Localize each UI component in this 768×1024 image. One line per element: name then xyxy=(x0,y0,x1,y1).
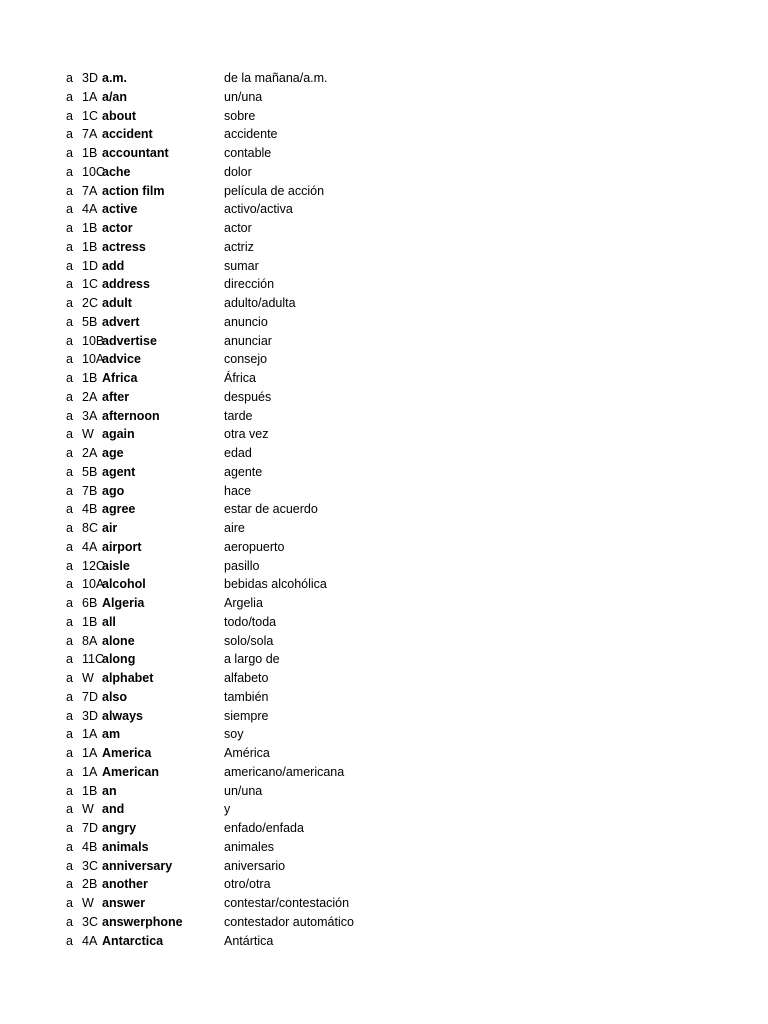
initial-letter: a xyxy=(66,296,73,310)
vocab-row xyxy=(0,932,768,951)
unit-code: 2C xyxy=(82,296,98,310)
english-word: accident xyxy=(102,127,153,142)
english-word: also xyxy=(102,689,128,704)
unit-code: 1B xyxy=(82,221,98,235)
vocab-row xyxy=(0,894,768,913)
spanish-translation: película de acción xyxy=(224,183,325,198)
spanish-translation: solo/sola xyxy=(224,633,274,648)
english-word: about xyxy=(102,108,137,123)
vocab-row xyxy=(0,519,768,538)
spanish-translation: accidente xyxy=(224,127,278,142)
initial-letter: a xyxy=(66,614,73,629)
unit-code: 5B xyxy=(82,464,98,479)
spanish-translation: dolor xyxy=(224,164,252,179)
unit-code: 4A xyxy=(82,202,98,217)
english-word: answer xyxy=(102,896,146,910)
initial-letter: a xyxy=(66,746,73,760)
initial-letter: a xyxy=(66,352,73,367)
vocab-row xyxy=(0,594,768,613)
unit-code: 7D xyxy=(82,821,98,835)
initial-letter: a xyxy=(66,821,73,835)
unit-code: 3C xyxy=(82,858,98,873)
vocab-row xyxy=(0,500,768,519)
vocab-row xyxy=(0,163,768,182)
english-word: actor xyxy=(102,221,133,235)
vocab-row xyxy=(0,688,768,707)
spanish-translation: América xyxy=(224,746,270,760)
english-word: American xyxy=(102,764,159,779)
english-word: actress xyxy=(102,239,146,254)
vocab-row xyxy=(0,219,768,238)
english-word: afternoon xyxy=(102,408,160,423)
vocab-row xyxy=(0,275,768,294)
spanish-translation: soy xyxy=(224,727,244,742)
unit-code: 4A xyxy=(82,933,98,948)
vocab-row xyxy=(0,575,768,594)
english-word: and xyxy=(102,802,125,817)
unit-code: 10A xyxy=(82,577,105,592)
unit-code: 5B xyxy=(82,314,98,329)
initial-letter: a xyxy=(66,633,73,648)
english-word: after xyxy=(102,389,130,404)
unit-code: 1A xyxy=(82,746,98,760)
initial-letter: a xyxy=(66,277,73,292)
unit-code: 6B xyxy=(82,596,98,610)
spanish-translation: sumar xyxy=(224,258,259,273)
english-word: a.m. xyxy=(102,71,128,85)
initial-letter: a xyxy=(66,727,73,742)
spanish-translation: Argelia xyxy=(224,596,263,610)
initial-letter: a xyxy=(66,933,73,948)
initial-letter: a xyxy=(66,671,73,685)
english-word: alphabet xyxy=(102,671,154,685)
english-word: advertise xyxy=(102,333,157,348)
english-word: accountant xyxy=(102,146,169,160)
vocab-row xyxy=(0,388,768,407)
unit-code: 1B xyxy=(82,239,98,254)
initial-letter: a xyxy=(66,408,73,423)
vocab-row xyxy=(0,669,768,688)
initial-letter: a xyxy=(66,577,73,592)
vocab-row xyxy=(0,238,768,257)
vocab-row xyxy=(0,182,768,201)
spanish-translation: bebidas alcohólica xyxy=(224,577,327,592)
initial-letter: a xyxy=(66,521,73,535)
initial-letter: a xyxy=(66,596,73,610)
vocab-row xyxy=(0,294,768,313)
english-word: advert xyxy=(102,314,140,329)
english-word: America xyxy=(102,746,152,760)
english-word: alcohol xyxy=(102,577,146,592)
unit-code: 3D xyxy=(82,71,98,85)
unit-code: W xyxy=(82,896,94,910)
spanish-translation: anunciar xyxy=(224,333,272,348)
spanish-translation: contestar/contestación xyxy=(224,896,350,910)
english-word: along xyxy=(102,652,136,667)
initial-letter: a xyxy=(66,239,73,254)
english-word: always xyxy=(102,708,144,723)
spanish-translation: edad xyxy=(224,446,252,460)
unit-code: 1B xyxy=(82,783,98,798)
initial-letter: a xyxy=(66,483,73,498)
spanish-translation: sobre xyxy=(224,108,256,123)
initial-letter: a xyxy=(66,202,73,217)
vocab-row xyxy=(0,875,768,894)
vocab-row xyxy=(0,744,768,763)
vocab-row xyxy=(0,763,768,782)
spanish-translation: otro/otra xyxy=(224,877,271,892)
vocab-row xyxy=(0,88,768,107)
english-word: Africa xyxy=(102,371,138,385)
english-word: an xyxy=(102,783,117,798)
vocab-row xyxy=(0,613,768,632)
spanish-translation: tarde xyxy=(224,408,253,423)
spanish-translation: aeropuerto xyxy=(224,539,285,554)
initial-letter: a xyxy=(66,802,73,817)
unit-code: 4B xyxy=(82,502,98,517)
vocab-row xyxy=(0,425,768,444)
spanish-translation: activo/activa xyxy=(224,202,293,217)
unit-code: 1A xyxy=(82,89,98,104)
unit-code: 4A xyxy=(82,539,98,554)
english-word: again xyxy=(102,427,135,442)
vocab-row xyxy=(0,200,768,219)
initial-letter: a xyxy=(66,446,73,460)
english-word: air xyxy=(102,521,118,535)
unit-code: 8C xyxy=(82,521,98,535)
spanish-translation: a largo de xyxy=(224,652,280,667)
english-word: address xyxy=(102,277,150,292)
vocab-row xyxy=(0,313,768,332)
initial-letter: a xyxy=(66,839,73,854)
unit-code: 3C xyxy=(82,914,98,929)
unit-code: 2B xyxy=(82,877,98,892)
vocab-row xyxy=(0,819,768,838)
vocab-row xyxy=(0,332,768,351)
initial-letter: a xyxy=(66,183,73,198)
vocab-row xyxy=(0,482,768,501)
english-word: anniversary xyxy=(102,858,173,873)
initial-letter: a xyxy=(66,314,73,329)
vocab-row xyxy=(0,800,768,819)
vocab-row xyxy=(0,407,768,426)
vocab-row xyxy=(0,257,768,276)
english-word: am xyxy=(102,727,121,742)
spanish-translation: anuncio xyxy=(224,314,268,329)
spanish-translation: África xyxy=(224,371,256,385)
initial-letter: a xyxy=(66,371,73,385)
vocab-row xyxy=(0,444,768,463)
unit-code: 7B xyxy=(82,483,98,498)
vocab-row xyxy=(0,369,768,388)
unit-code: 10C xyxy=(82,164,105,179)
unit-code: 8A xyxy=(82,633,98,648)
english-word: airport xyxy=(102,539,142,554)
initial-letter: a xyxy=(66,427,73,442)
spanish-translation: un/una xyxy=(224,89,263,104)
unit-code: 2A xyxy=(82,389,98,404)
unit-code: 7A xyxy=(82,183,98,198)
english-word: agree xyxy=(102,502,136,517)
english-word: another xyxy=(102,877,148,892)
initial-letter: a xyxy=(66,502,73,517)
initial-letter: a xyxy=(66,89,73,104)
vocab-row xyxy=(0,857,768,876)
initial-letter: a xyxy=(66,389,73,404)
unit-code: 1C xyxy=(82,108,98,123)
english-word: advice xyxy=(102,352,141,367)
unit-code: 1A xyxy=(82,727,98,742)
spanish-translation: y xyxy=(224,802,231,817)
english-word: all xyxy=(102,614,116,629)
english-word: age xyxy=(102,446,124,460)
initial-letter: a xyxy=(66,71,73,85)
spanish-translation: hace xyxy=(224,483,252,498)
spanish-translation: enfado/enfada xyxy=(224,821,304,835)
english-word: action film xyxy=(102,183,165,198)
english-word: ache xyxy=(102,164,131,179)
unit-code: 3D xyxy=(82,708,98,723)
spanish-translation: adulto/adulta xyxy=(224,296,296,310)
unit-code: 1B xyxy=(82,371,98,385)
vocab-row xyxy=(0,125,768,144)
unit-code: 12C xyxy=(82,558,105,573)
unit-code: 2A xyxy=(82,446,98,460)
vocab-row xyxy=(0,107,768,126)
english-word: answerphone xyxy=(102,914,183,929)
initial-letter: a xyxy=(66,652,73,667)
vocabulary-list xyxy=(0,69,768,950)
vocab-row xyxy=(0,557,768,576)
unit-code: 7D xyxy=(82,689,98,704)
initial-letter: a xyxy=(66,914,73,929)
initial-letter: a xyxy=(66,877,73,892)
english-word: aisle xyxy=(102,558,130,573)
unit-code: 1A xyxy=(82,764,98,779)
english-word: ago xyxy=(102,483,125,498)
unit-code: W xyxy=(82,427,94,442)
unit-code: 1B xyxy=(82,146,98,160)
initial-letter: a xyxy=(66,258,73,273)
spanish-translation: aire xyxy=(224,521,245,535)
english-word: animals xyxy=(102,839,149,854)
spanish-translation: siempre xyxy=(224,708,269,723)
unit-code: 1C xyxy=(82,277,98,292)
initial-letter: a xyxy=(66,708,73,723)
english-word: adult xyxy=(102,296,132,310)
initial-letter: a xyxy=(66,108,73,123)
spanish-translation: pasillo xyxy=(224,558,260,573)
vocab-row xyxy=(0,782,768,801)
initial-letter: a xyxy=(66,783,73,798)
unit-code: W xyxy=(82,802,94,817)
vocab-row xyxy=(0,538,768,557)
spanish-translation: consejo xyxy=(224,352,268,367)
spanish-translation: americano/americana xyxy=(224,764,345,779)
spanish-translation: alfabeto xyxy=(224,671,269,685)
unit-code: 10B xyxy=(82,333,105,348)
unit-code: W xyxy=(82,671,94,685)
unit-code: 10A xyxy=(82,352,105,367)
english-word: alone xyxy=(102,633,135,648)
spanish-translation: dirección xyxy=(224,277,275,292)
vocab-row xyxy=(0,69,768,88)
initial-letter: a xyxy=(66,464,73,479)
vocab-row xyxy=(0,707,768,726)
spanish-translation: todo/toda xyxy=(224,614,277,629)
initial-letter: a xyxy=(66,333,73,348)
unit-code: 11C xyxy=(82,652,105,667)
initial-letter: a xyxy=(66,146,73,160)
english-word: add xyxy=(102,258,125,273)
english-word: a/an xyxy=(102,89,128,104)
unit-code: 4B xyxy=(82,839,98,854)
initial-letter: a xyxy=(66,858,73,873)
unit-code: 1B xyxy=(82,614,98,629)
initial-letter: a xyxy=(66,164,73,179)
unit-code: 1D xyxy=(82,258,98,273)
vocab-row xyxy=(0,725,768,744)
initial-letter: a xyxy=(66,539,73,554)
unit-code: 3A xyxy=(82,408,98,423)
spanish-translation: agente xyxy=(224,464,263,479)
spanish-translation: un/una xyxy=(224,783,263,798)
initial-letter: a xyxy=(66,764,73,779)
vocab-row xyxy=(0,650,768,669)
vocab-row xyxy=(0,463,768,482)
initial-letter: a xyxy=(66,558,73,573)
spanish-translation: otra vez xyxy=(224,427,269,442)
vocab-row xyxy=(0,632,768,651)
spanish-translation: aniversario xyxy=(224,858,286,873)
initial-letter: a xyxy=(66,896,73,910)
spanish-translation: actriz xyxy=(224,239,254,254)
english-word: active xyxy=(102,202,138,217)
vocab-row xyxy=(0,838,768,857)
vocab-row xyxy=(0,350,768,369)
spanish-translation: Antártica xyxy=(224,933,274,948)
spanish-translation: actor xyxy=(224,221,252,235)
spanish-translation: después xyxy=(224,389,272,404)
spanish-translation: animales xyxy=(224,839,275,854)
spanish-translation: también xyxy=(224,689,269,704)
spanish-translation: de la mañana/a.m. xyxy=(224,71,328,85)
english-word: agent xyxy=(102,464,136,479)
initial-letter: a xyxy=(66,689,73,704)
unit-code: 7A xyxy=(82,127,98,142)
spanish-translation: contestador automático xyxy=(224,914,354,929)
english-word: angry xyxy=(102,821,137,835)
spanish-translation: estar de acuerdo xyxy=(224,502,318,517)
english-word: Antarctica xyxy=(102,933,164,948)
initial-letter: a xyxy=(66,127,73,142)
vocab-row xyxy=(0,144,768,163)
english-word: Algeria xyxy=(102,596,145,610)
initial-letter: a xyxy=(66,221,73,235)
spanish-translation: contable xyxy=(224,146,272,160)
vocab-row xyxy=(0,913,768,932)
